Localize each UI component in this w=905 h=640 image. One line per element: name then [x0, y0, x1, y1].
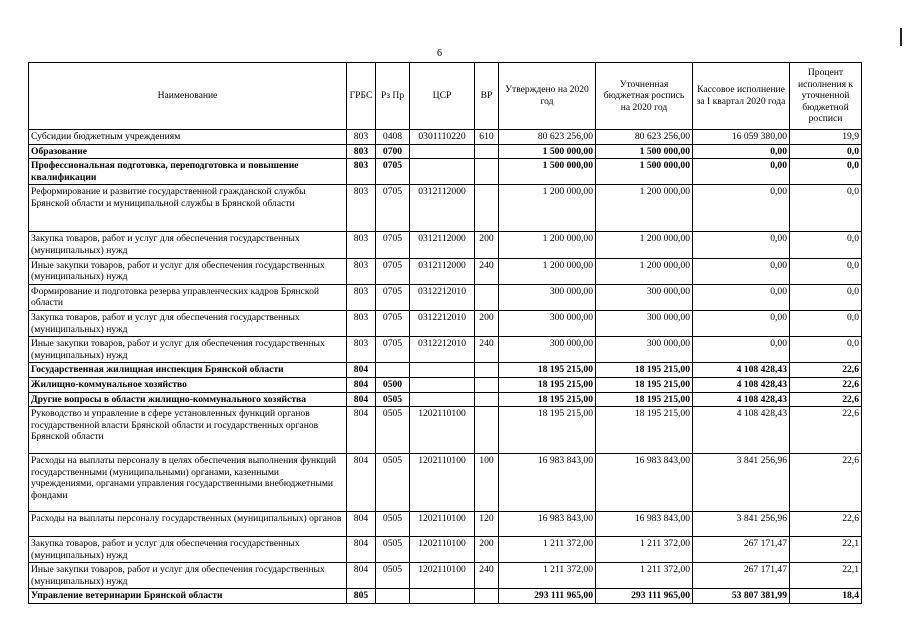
row-executed: 267 171,47 [693, 537, 790, 563]
row-rzpr: 0505 [376, 537, 410, 563]
row-approved: 1 211 372,00 [499, 537, 596, 563]
row-percent: 22,6 [790, 407, 862, 454]
row-approved: 16 983 843,00 [499, 512, 596, 537]
table-row [29, 392, 862, 407]
row-revised: 18 195 215,00 [596, 392, 693, 407]
row-rzpr: 0505 [376, 563, 410, 589]
row-grbs: 803 [347, 258, 376, 284]
row-csr: 1202110100 [410, 407, 475, 454]
row-executed: 4 108 428,43 [693, 392, 790, 407]
row-rzpr [376, 363, 410, 378]
row-name: Закупка товаров, работ и услуг для обеспечения государственных (муниципальных) нужд [29, 310, 347, 336]
row-vr: 240 [475, 337, 499, 363]
table-row [29, 284, 862, 310]
row-approved: 1 211 372,00 [499, 563, 596, 589]
row-executed: 0,00 [693, 185, 790, 232]
row-csr [410, 589, 475, 604]
row-percent: 22,6 [790, 454, 862, 512]
row-vr [475, 185, 499, 232]
row-vr: 120 [475, 512, 499, 537]
row-executed: 3 841 256,96 [693, 454, 790, 512]
row-grbs: 804 [347, 563, 376, 589]
row-rzpr: 0505 [376, 407, 410, 454]
row-percent: 0,0 [790, 310, 862, 336]
row-csr [410, 392, 475, 407]
row-vr: 200 [475, 310, 499, 336]
row-approved: 293 111 965,00 [499, 589, 596, 604]
row-percent: 0,0 [790, 185, 862, 232]
row-csr [410, 144, 475, 159]
row-rzpr: 0705 [376, 185, 410, 232]
row-vr [475, 363, 499, 378]
row-rzpr: 0705 [376, 284, 410, 310]
row-executed: 0,00 [693, 337, 790, 363]
row-csr: 0312212010 [410, 310, 475, 336]
header-executed: Кассовое исполнение за I квартал 2020 года [693, 63, 790, 130]
row-grbs: 804 [347, 537, 376, 563]
page-number: 6 [437, 48, 442, 59]
row-grbs: 803 [347, 144, 376, 159]
row-name: Иные закупки товаров, работ и услуг для обеспечения государственных (муниципальных) нужд [29, 563, 347, 589]
row-revised: 18 195 215,00 [596, 377, 693, 392]
row-approved: 80 623 256,00 [499, 130, 596, 145]
row-percent: 22,6 [790, 392, 862, 407]
row-percent: 22,6 [790, 512, 862, 537]
row-vr [475, 589, 499, 604]
row-grbs: 804 [347, 407, 376, 454]
row-rzpr [376, 589, 410, 604]
row-vr [475, 377, 499, 392]
row-revised: 16 983 843,00 [596, 454, 693, 512]
row-grbs: 804 [347, 512, 376, 537]
row-name: Иные закупки товаров, работ и услуг для обеспечения государственных (муниципальных) нужд [29, 258, 347, 284]
header-grbs: ГРБС [347, 63, 376, 130]
row-revised: 1 211 372,00 [596, 537, 693, 563]
row-vr: 200 [475, 537, 499, 563]
row-executed: 0,00 [693, 144, 790, 159]
row-rzpr: 0705 [376, 310, 410, 336]
row-rzpr: 0705 [376, 159, 410, 185]
row-revised: 1 200 000,00 [596, 258, 693, 284]
row-revised: 1 200 000,00 [596, 185, 693, 232]
row-approved: 16 983 843,00 [499, 454, 596, 512]
row-vr [475, 144, 499, 159]
row-vr: 610 [475, 130, 499, 145]
row-csr: 0312112000 [410, 258, 475, 284]
row-approved: 300 000,00 [499, 310, 596, 336]
row-csr: 1202110100 [410, 512, 475, 537]
header-vr: ВР [475, 63, 499, 130]
row-grbs: 804 [347, 377, 376, 392]
row-name: Профессиональная подготовка, переподготовка и повышение квалификации [29, 159, 347, 185]
row-percent: 0,0 [790, 284, 862, 310]
row-csr [410, 377, 475, 392]
row-percent: 0,0 [790, 144, 862, 159]
row-executed: 0,00 [693, 258, 790, 284]
row-revised: 1 211 372,00 [596, 563, 693, 589]
row-approved: 1 200 000,00 [499, 232, 596, 258]
row-grbs: 803 [347, 185, 376, 232]
row-executed: 267 171,47 [693, 563, 790, 589]
row-vr: 240 [475, 258, 499, 284]
table-row [29, 537, 862, 563]
row-rzpr: 0705 [376, 337, 410, 363]
table-row [29, 407, 862, 454]
row-approved: 300 000,00 [499, 284, 596, 310]
row-vr [475, 407, 499, 454]
row-percent: 0,0 [790, 337, 862, 363]
row-name: Управление ветеринарии Брянской области [29, 589, 347, 604]
row-csr: 0312212010 [410, 337, 475, 363]
row-percent: 19,9 [790, 130, 862, 145]
header-approved: Утверждено на 2020 год [499, 63, 596, 130]
table-row [29, 512, 862, 537]
row-revised: 18 195 215,00 [596, 407, 693, 454]
row-name: Субсидии бюджетным учреждениям [29, 130, 347, 145]
table-row [29, 185, 862, 232]
row-approved: 1 500 000,00 [499, 144, 596, 159]
row-grbs: 805 [347, 589, 376, 604]
row-executed: 4 108 428,43 [693, 407, 790, 454]
row-grbs: 804 [347, 363, 376, 378]
row-name: Закупка товаров, работ и услуг для обеспечения государственных (муниципальных) нужд [29, 537, 347, 563]
row-name: Иные закупки товаров, работ и услуг для обеспечения государственных (муниципальных) нужд [29, 337, 347, 363]
header-revised: Уточненная бюджетная роспись на 2020 год [596, 63, 693, 130]
row-revised: 80 623 256,00 [596, 130, 693, 145]
row-csr: 0312112000 [410, 232, 475, 258]
table-row [29, 337, 862, 363]
row-revised: 300 000,00 [596, 337, 693, 363]
table-row [29, 454, 862, 512]
row-grbs: 804 [347, 392, 376, 407]
scan-edge-mark [900, 28, 902, 46]
row-grbs: 803 [347, 159, 376, 185]
row-grbs: 804 [347, 454, 376, 512]
row-csr: 0312212010 [410, 284, 475, 310]
table-row [29, 130, 862, 145]
row-name: Формирование и подготовка резерва управленческих кадров Брянской области [29, 284, 347, 310]
table-row [29, 589, 862, 604]
table-row [29, 310, 862, 336]
row-grbs: 803 [347, 284, 376, 310]
row-percent: 22,1 [790, 537, 862, 563]
row-vr: 240 [475, 563, 499, 589]
table-row [29, 258, 862, 284]
header-percent: Процент исполнения к уточненной бюджетной росписи [790, 63, 862, 130]
row-percent: 0,0 [790, 159, 862, 185]
row-percent: 18,4 [790, 589, 862, 604]
row-grbs: 803 [347, 232, 376, 258]
row-revised: 293 111 965,00 [596, 589, 693, 604]
row-approved: 18 195 215,00 [499, 377, 596, 392]
row-executed: 16 059 380,00 [693, 130, 790, 145]
row-approved: 300 000,00 [499, 337, 596, 363]
row-rzpr: 0700 [376, 144, 410, 159]
row-approved: 18 195 215,00 [499, 407, 596, 454]
row-rzpr: 0505 [376, 454, 410, 512]
row-revised: 1 200 000,00 [596, 232, 693, 258]
row-executed: 0,00 [693, 310, 790, 336]
row-executed: 4 108 428,43 [693, 363, 790, 378]
row-executed: 0,00 [693, 232, 790, 258]
row-grbs: 803 [347, 337, 376, 363]
row-vr [475, 392, 499, 407]
row-executed: 0,00 [693, 159, 790, 185]
row-revised: 16 983 843,00 [596, 512, 693, 537]
header-name: Наименование [29, 63, 347, 130]
row-name: Руководство и управление в сфере установленных функций органов государственной власти Брянской области и государственных органов Брянской области [29, 407, 347, 454]
table-row [29, 144, 862, 159]
row-executed: 4 108 428,43 [693, 377, 790, 392]
row-rzpr: 0705 [376, 258, 410, 284]
table-row [29, 363, 862, 378]
row-percent: 22,6 [790, 377, 862, 392]
row-csr: 1202110100 [410, 454, 475, 512]
row-rzpr: 0505 [376, 512, 410, 537]
row-grbs: 803 [347, 130, 376, 145]
row-vr: 200 [475, 232, 499, 258]
row-csr: 1202110100 [410, 537, 475, 563]
header-csr: ЦСР [410, 63, 475, 130]
row-approved: 1 200 000,00 [499, 258, 596, 284]
row-csr [410, 363, 475, 378]
row-revised: 300 000,00 [596, 284, 693, 310]
table-header-row [29, 63, 862, 130]
row-name: Жилищно-коммунальное хозяйство [29, 377, 347, 392]
header-rzpr: Рз Пр [376, 63, 410, 130]
row-revised: 300 000,00 [596, 310, 693, 336]
row-percent: 0,0 [790, 232, 862, 258]
row-percent: 0,0 [790, 258, 862, 284]
table-row [29, 563, 862, 589]
row-approved: 1 200 000,00 [499, 185, 596, 232]
row-csr: 0301110220 [410, 130, 475, 145]
budget-table [28, 62, 862, 604]
table-row [29, 232, 862, 258]
row-revised: 18 195 215,00 [596, 363, 693, 378]
row-executed: 0,00 [693, 284, 790, 310]
row-percent: 22,6 [790, 363, 862, 378]
row-rzpr: 0500 [376, 377, 410, 392]
row-executed: 53 807 381,99 [693, 589, 790, 604]
row-rzpr: 0705 [376, 232, 410, 258]
row-executed: 3 841 256,96 [693, 512, 790, 537]
row-approved: 1 500 000,00 [499, 159, 596, 185]
row-approved: 18 195 215,00 [499, 392, 596, 407]
row-csr [410, 159, 475, 185]
row-vr [475, 159, 499, 185]
row-grbs: 803 [347, 310, 376, 336]
table-row [29, 159, 862, 185]
row-name: Реформирование и развитие государственной гражданской службы Брянской области и муниципальной службы в Брянской области [29, 185, 347, 232]
row-name: Образование [29, 144, 347, 159]
row-approved: 18 195 215,00 [499, 363, 596, 378]
row-rzpr: 0408 [376, 130, 410, 145]
row-name: Государственная жилищная инспекция Брянской области [29, 363, 347, 378]
row-vr [475, 284, 499, 310]
row-name: Расходы на выплаты персоналу государственных (муниципальных) органов [29, 512, 347, 537]
row-csr: 1202110100 [410, 563, 475, 589]
row-name: Расходы на выплаты персоналу в целях обеспечения выполнения функций государственными (муниципальными) органами, казенными учреждениями, органами управления государственными внебюджетными фондами [29, 454, 347, 512]
row-name: Закупка товаров, работ и услуг для обеспечения государственных (муниципальных) нужд [29, 232, 347, 258]
row-percent: 22,1 [790, 563, 862, 589]
row-rzpr: 0505 [376, 392, 410, 407]
row-revised: 1 500 000,00 [596, 159, 693, 185]
table-row [29, 377, 862, 392]
row-revised: 1 500 000,00 [596, 144, 693, 159]
row-name: Другие вопросы в области жилищно-коммунального хозяйства [29, 392, 347, 407]
row-csr: 0312112000 [410, 185, 475, 232]
row-vr: 100 [475, 454, 499, 512]
